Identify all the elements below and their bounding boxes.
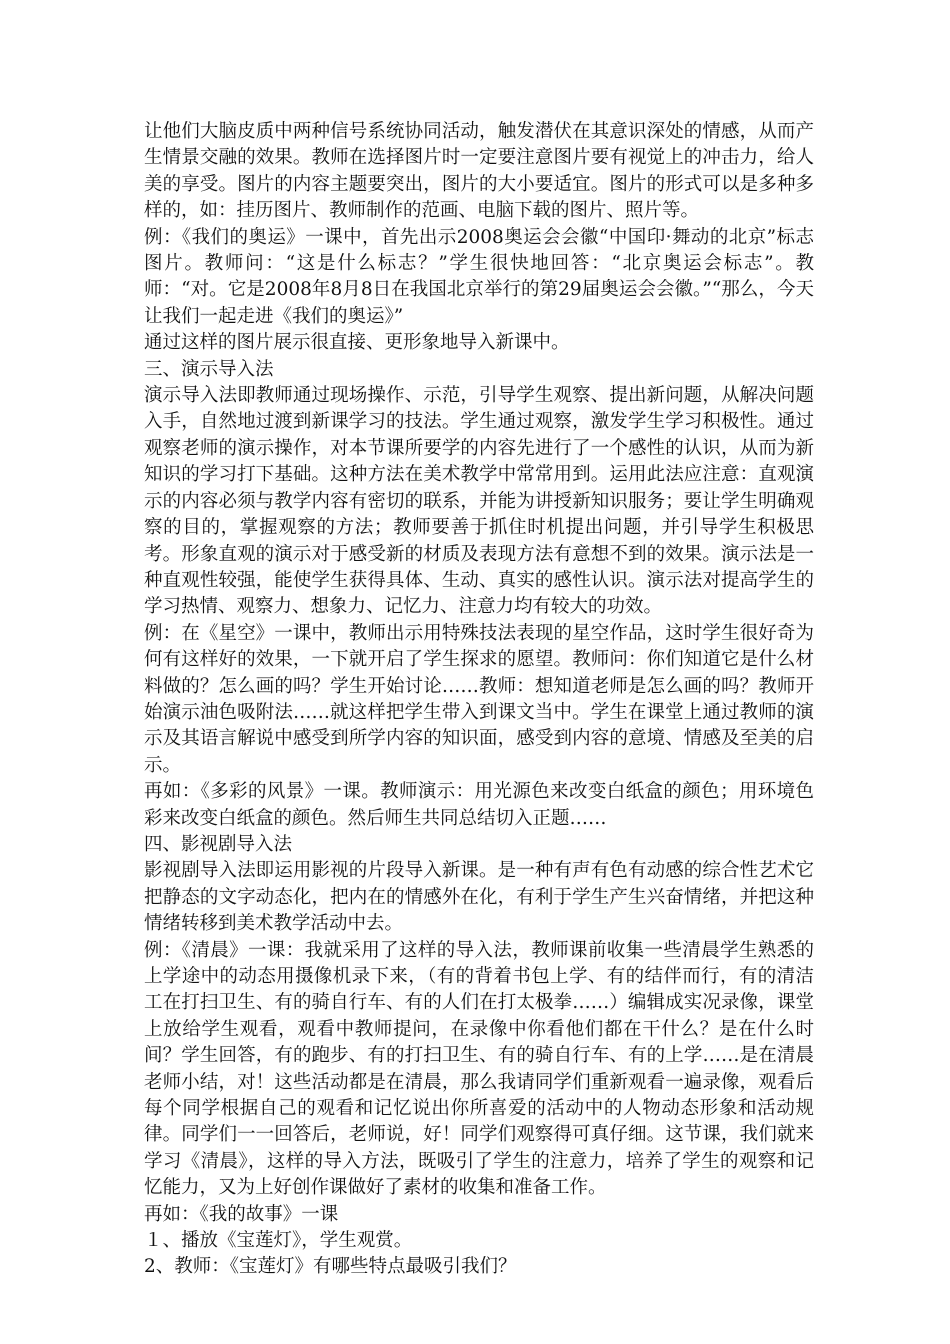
list-item-1: １、播放《宝莲灯》，学生观赏。 [144,1230,413,1252]
section-heading-film: 四、影视剧导入法 [144,833,293,855]
paragraph-demonstration-method: 演示导入法即教师通过现场操作、示范，引导学生观察、提出新问题，从解决问题入手，自然地过渡到新课学习的技法。学生通过观察，激发学生学习积极性。通过观察老师的演示操作，对本节课所要学的内容先进行了一个感性的认识，从而为新知识的学习打下基础。这种方法在美术教学中常常用到。运用此法应注意：直观演示的内容必须与教学内容有密切的联系，并能为讲授新知识服务；要让学生明确观察的目的，掌握观察的方法；教师要善于抓住时机提出问题，并引导学生积极思考。形象直观的演示对于感受新的材质及表现方法有意想不到的效果。演示法是一种直观性较强，能使学生获得具体、生动、真实的感性认识。演示法对提高学生的学习热情、观察力、想象力、记忆力、注意力均有较大的功效。 [144,385,814,618]
paragraph-my-story-example: 再如：《我的故事》一课 [144,1203,339,1225]
list-item-2: 2、教师：《宝莲灯》有哪些特点最吸引我们？ [144,1256,517,1278]
paragraph-image-summary: 通过这样的图片展示很直接、更形象地导入新课中。 [144,332,570,354]
section-heading-demonstration: 三、演示导入法 [144,358,274,380]
paragraph-morning-example: 例：《清晨》一课：我就采用了这样的导入法，教师课前收集一些清晨学生熟悉的上学途中的动态用摄像机录下来，（有的背着书包上学、有的结伴而行，有的清洁工在打扫卫生、有的骑自行车、有的人们在打太极拳……）编辑成实况录像，课堂上放给学生观看，观看中教师提问，在录像中你看他们都在干什么？是在什么时间？学生回答，有的跑步、有的打扫卫生、有的骑自行车、有的上学……是在清晨老师小结，对！这些活动都是在清晨，那么我请同学们重新观看一遍录像，观看后每个同学根据自己的观看和记忆说出你所喜爱的活动中的人物动态形象和活动规律。同学们一一回答后，老师说，好！同学们观察得可真仔细。这节课，我们就来学习《清晨》，这样的导入方法，既吸引了学生的注意力，培养了学生的观察和记忆能力，又为上好创作课做好了素材的收集和准备工作。 [144,939,814,1199]
paragraph-olympics-example: 例：《我们的奥运》一课中，首先出示2008奥运会会徽“中国印·舞动的北京”标志图片。教师问：“这是什么标志？”学生很快地回答：“北京奥运会标志”。教师：“对。它是2008年8月8日在我国北京举行的第29届奥运会会徽。”“那么，今天让我们一起走进《我们的奥运》” [144,226,814,327]
paragraph-film-method: 影视剧导入法即运用影视的片段导入新课。是一种有声有色有动感的综合性艺术它把静态的文字动态化，把内在的情感外在化，有利于学生产生兴奋情绪，并把这种情绪转移到美术教学活动中去。 [144,860,814,935]
paragraph-starry-sky-example: 例：在《星空》一课中，教师出示用特殊技法表现的星空作品，这时学生很好奇为何有这样好的效果，一下就开启了学生探求的愿望。教师问：你们知道它是什么材料做的？怎么画的吗？学生开始讨论……教师：想知道老师是怎么画的吗？教师开始演示油色吸附法……就这样把学生带入到课文当中。学生在课堂上通过教师的演示及其语言解说中感受到所学内容的知识面，感受到内容的意境、情感及至美的启示。 [144,622,814,776]
paragraph-image-intro-continued: 让他们大脑皮质中两种信号系统协同活动，触发潜伏在其意识深处的情感，从而产生情景交融的效果。教师在选择图片时一定要注意图片要有视觉上的冲击力，给人美的享受。图片的内容主题要突出，图片的大小要适宜。图片的形式可以是多种多样的，如：挂历图片、教师制作的范画、电脑下载的图片、照片等。 [144,121,814,222]
paragraph-colorful-scenery-example: 再如：《多彩的风景》一课。教师演示：用光源色来改变白纸盒的颜色；用环境色彩来改变白纸盒的颜色。然后师生共同总结切入正题…… [144,781,814,829]
document-body [144,119,814,1281]
